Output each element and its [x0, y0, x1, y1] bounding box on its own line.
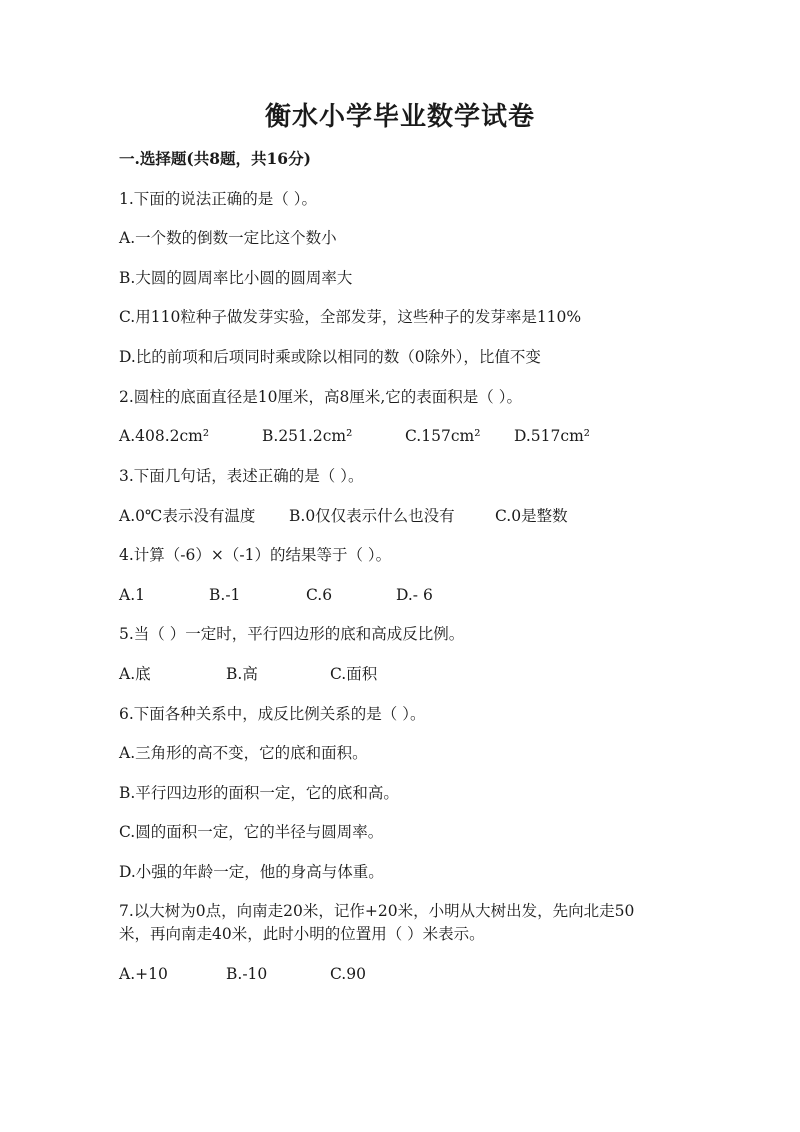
question-5-option-c: C.面积	[330, 665, 378, 683]
question-4-option-b: B.-1	[209, 586, 241, 604]
question-6-option-d: D.小强的年龄一定，他的身高与体重。	[119, 863, 384, 881]
question-4-option-c: C.6	[306, 586, 333, 604]
question-1-option-d: D.比的前项和后项同时乘或除以相同的数（0除外），比值不变	[119, 348, 541, 366]
question-2-option-d: D.517cm²	[514, 427, 590, 445]
question-3-option-b: B.0仅仅表示什么也没有	[289, 507, 455, 525]
question-4-option-a: A.1	[119, 586, 145, 604]
page-title: 衡水小学毕业数学试卷	[264, 102, 535, 132]
question-3-stem: 3.下面几句话，表述正确的是（ ）。	[119, 467, 364, 485]
question-7-option-c: C.90	[330, 965, 366, 983]
question-6-option-b: B.平行四边形的面积一定，它的底和高。	[119, 784, 399, 802]
question-7-option-a: A.+10	[119, 965, 168, 983]
section-heading: 一.选择题(共8题，共16分)	[119, 149, 311, 168]
question-7-stem: 7.以大树为0点，向南走20米，记作+20米，小明从大树出发，先向北走50米，再向南走40米，此时小明的位置用（ ）米表示。	[119, 902, 635, 943]
question-7-option-b: B.-10	[226, 965, 268, 983]
question-3-option-a: A.0℃表示没有温度	[119, 507, 256, 525]
question-1-stem: 1.下面的说法正确的是（ ）。	[119, 190, 317, 208]
question-2-stem: 2.圆柱的底面直径是10厘米，高8厘米,它的表面积是（ ）。	[119, 388, 522, 406]
question-2-option-c: C.157cm²	[405, 427, 481, 445]
question-5-option-a: A.底	[119, 665, 151, 683]
question-1-option-b: B.大圆的圆周率比小圆的圆周率大	[119, 269, 353, 287]
question-4-stem: 4.计算（-6）×（-1）的结果等于（ ）。	[119, 546, 392, 564]
question-6-stem: 6.下面各种关系中，成反比例关系的是（ ）。	[119, 705, 426, 723]
question-3-option-c: C.0是整数	[495, 507, 568, 525]
question-6-option-a: A.三角形的高不变，它的底和面积。	[119, 744, 368, 762]
question-1-option-c: C.用110粒种子做发芽实验，全部发芽，这些种子的发芽率是110%	[119, 308, 582, 326]
question-5-option-b: B.高	[226, 665, 258, 683]
question-6-option-c: C.圆的面积一定，它的半径与圆周率。	[119, 823, 384, 841]
question-4-option-d: D.- 6	[396, 586, 433, 604]
question-1-option-a: A.一个数的倒数一定比这个数小	[119, 229, 337, 247]
question-5-stem: 5.当（ ）一定时，平行四边形的底和高成反比例。	[119, 625, 465, 643]
question-2-option-b: B.251.2cm²	[262, 427, 353, 445]
question-2-option-a: A.408.2cm²	[119, 427, 210, 445]
